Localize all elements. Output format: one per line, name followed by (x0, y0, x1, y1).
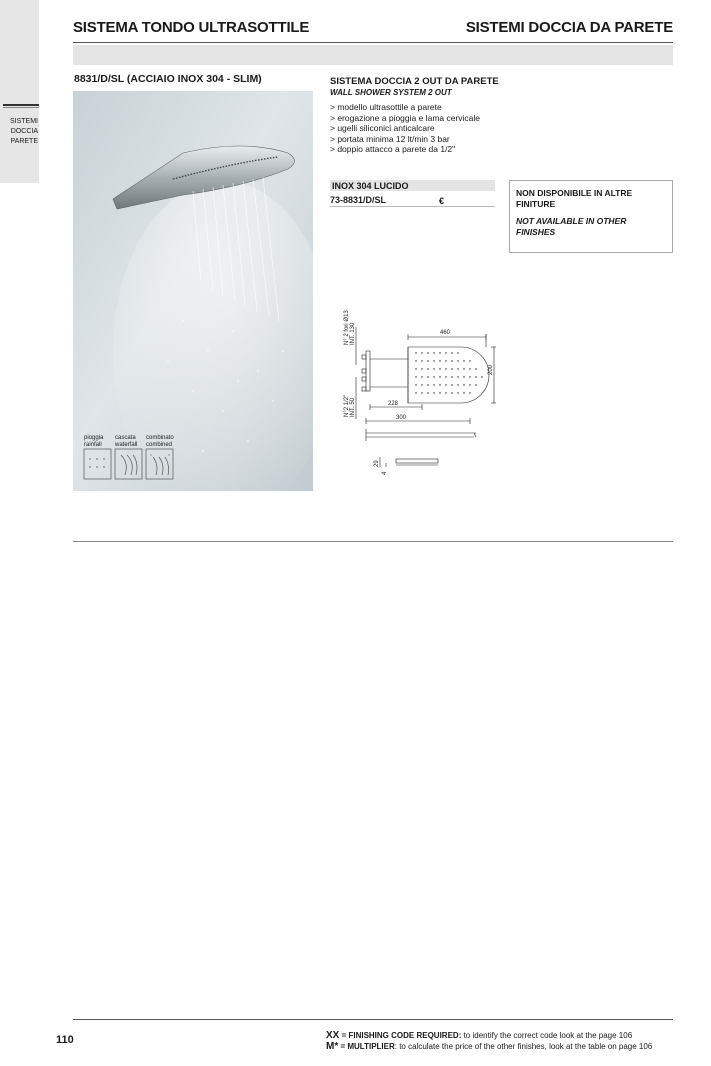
description-title: SISTEMA DOCCIA 2 OUT DA PARETE (330, 76, 499, 87)
category-title: SISTEMI DOCCIA DA PARETE (465, 19, 673, 36)
footer-rule (73, 1019, 673, 1020)
finishing-label: = FINISHING CODE REQUIRED: (339, 1031, 462, 1040)
finishing-text: to identify the correct code look at the page 106 (461, 1031, 633, 1040)
legend-waterfall (115, 435, 137, 449)
multiplier-label: = MULTIPLIER (338, 1042, 395, 1051)
legend-combined-it: combinato (146, 435, 174, 441)
feature-item: > ugelli siliconici anticalcare (330, 123, 435, 133)
header-rule (73, 42, 673, 43)
section-tab-line-3: PARETE (10, 138, 38, 145)
legend-combined-en: combined (146, 442, 173, 448)
dim-int-top: INT. 130 (350, 322, 356, 345)
article-code: 73-8831/D/SL (330, 195, 387, 205)
dim-inner: 228 (388, 401, 399, 407)
legend-waterfall-it: cascata (115, 435, 136, 441)
legend-rainfall (84, 435, 103, 449)
dim-int-bottom: INT. 50 (350, 397, 356, 417)
feature-item: > doppio attacco a parete da 1/2" (330, 144, 456, 154)
price-row-divider (330, 206, 495, 207)
footer-note-multiplier (326, 1041, 652, 1052)
feature-item: > portata minima 12 lt/min 3 bar (330, 133, 450, 144)
dim-thick: 29 (374, 460, 380, 467)
section-tab-line-1: SISTEMI (9, 118, 38, 125)
feature-item: > modello ultrasottile a parete (330, 102, 442, 112)
finish-header: INOX 304 LUCIDO (330, 180, 495, 191)
dim-inlet: N°2 1/2" (344, 394, 350, 417)
multiplier-text: : to calculate the price of the other finishes, look at the table on page 106 (394, 1042, 653, 1051)
footer-notes (326, 1030, 652, 1052)
dim-thin: 4 (382, 471, 388, 475)
product-code-title: 8831/D/SL (ACCIAIO INOX 304 - SLIM) (74, 73, 262, 85)
legend-rainfall-it: pioggia (84, 435, 104, 441)
description-subtitle: WALL SHOWER SYSTEM 2 OUT (330, 88, 452, 97)
tab-divider (3, 104, 39, 106)
section-tab-label (0, 117, 39, 147)
technical-drawing (336, 295, 496, 485)
price-currency: € (439, 196, 445, 206)
multiplier-key: M* (326, 1041, 339, 1052)
dim-height: 200 (488, 364, 494, 375)
legend-waterfall-en: waterfall (115, 442, 138, 448)
availability-notice (509, 180, 673, 253)
header-band (73, 45, 673, 65)
tab-divider-thin (3, 107, 39, 108)
footer-note-finishing (326, 1030, 652, 1041)
content-divider (73, 541, 673, 542)
page-number: 110 (56, 1034, 74, 1046)
section-tab-line-2: DOCCIA (10, 128, 38, 135)
series-title: SISTEMA TONDO ULTRASOTTILE (73, 19, 310, 36)
feature-item: > erogazione a pioggia e lama cervicale (330, 112, 481, 123)
product-photo (73, 91, 313, 491)
dim-fix: N° 2 fori Ø13 (344, 310, 350, 345)
legend-rainfall-en: rainfall (84, 442, 102, 448)
dim-depth: 300 (396, 415, 407, 421)
finishing-key: XX (326, 1030, 340, 1041)
availability-it: NON DISPONIBILE IN ALTRE FINITURE (516, 188, 633, 209)
legend-combined (146, 435, 174, 449)
availability-en: NOT AVAILABLE IN OTHER FINISHES (516, 216, 627, 237)
feature-list (330, 102, 480, 155)
section-tab (0, 0, 39, 183)
dim-width: 460 (440, 330, 451, 336)
